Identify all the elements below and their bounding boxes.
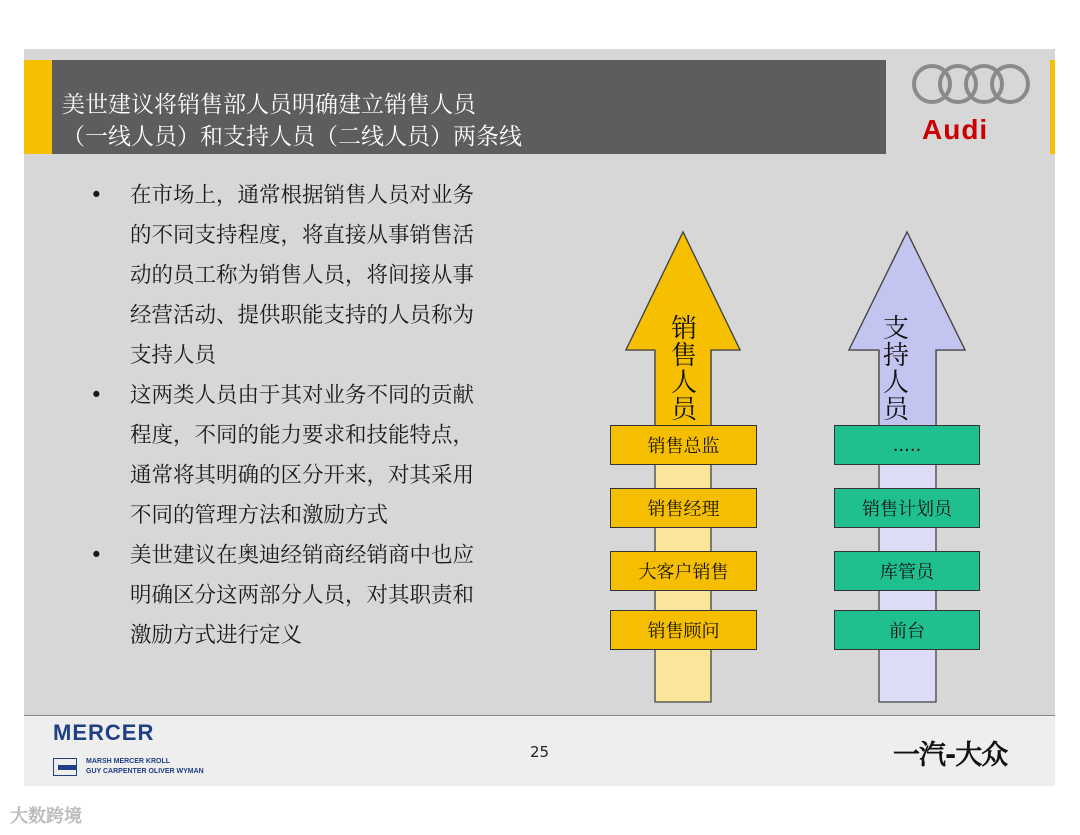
bullet-line: 美世建议在奥迪经销商经销商中也应: [130, 543, 475, 568]
faw-vw-logo: 一汽-大众: [893, 740, 1008, 771]
page-number: 25: [530, 743, 550, 761]
bullet-dot: •: [90, 383, 103, 408]
bullet-line: 程度，不同的能力要求和技能特点，: [130, 423, 475, 448]
bullet-line: 明确区分这两部分人员，对其职责和: [130, 583, 475, 608]
bullet-line: 激励方式进行定义: [130, 623, 303, 648]
title-line-2: （一线人员）和支持人员（二线人员）两条线: [62, 124, 522, 150]
mercer-mark-icon: [53, 758, 77, 776]
support-role-box: 前台: [834, 610, 980, 650]
sales-role-box: 销售顾问: [610, 610, 757, 650]
label-char: 支: [882, 314, 909, 344]
label-char: 人: [670, 368, 697, 398]
sales-role-box: 销售总监: [610, 425, 757, 465]
mercer-sub-line-2: GUY CARPENTER OLIVER WYMAN: [86, 768, 204, 775]
bullet-line: 动的员工称为销售人员，将间接从事: [130, 263, 475, 288]
support-role-box: .....: [834, 425, 980, 465]
footer-divider: [24, 715, 1055, 716]
watermark: 大数跨境: [10, 806, 82, 827]
bullet-line: 支持人员: [130, 343, 217, 368]
bullet-line: 经营活动、提供职能支持的人员称为: [130, 303, 475, 328]
label-char: 员: [882, 395, 909, 425]
support-role-box: 库管员: [834, 551, 980, 591]
title-line-1: 美世建议将销售部人员明确建立销售人员: [62, 92, 476, 118]
bullet-line: 的不同支持程度，将直接从事销售活: [130, 223, 475, 248]
support-role-box: 销售计划员: [834, 488, 980, 528]
bullet-dot: •: [90, 543, 103, 568]
bullet-line: 在市场上，通常根据销售人员对业务: [130, 183, 475, 208]
label-char: 员: [670, 395, 697, 425]
bullet-line: 不同的管理方法和激励方式: [130, 503, 389, 528]
audi-wordmark: Audi: [922, 114, 989, 145]
label-char: 人: [882, 368, 909, 398]
support-arrow-label: [881, 316, 911, 424]
mercer-logo: MERCER: [53, 720, 155, 745]
mercer-sub-line-1: MARSH MERCER KROLL: [86, 758, 170, 765]
label-char: 持: [882, 341, 909, 371]
bullet-line: 这两类人员由于其对业务不同的贡献: [130, 383, 475, 408]
sales-role-box: 销售经理: [610, 488, 757, 528]
sales-arrow-label: [669, 316, 699, 424]
mercer-sublogo: [86, 757, 204, 777]
bullet-line: 通常将其明确的区分开来，对其采用: [130, 463, 475, 488]
sales-role-box: 大客户销售: [610, 551, 757, 591]
bullet-dot: •: [90, 183, 103, 208]
label-char: 销: [670, 314, 697, 344]
label-char: 售: [670, 341, 697, 371]
